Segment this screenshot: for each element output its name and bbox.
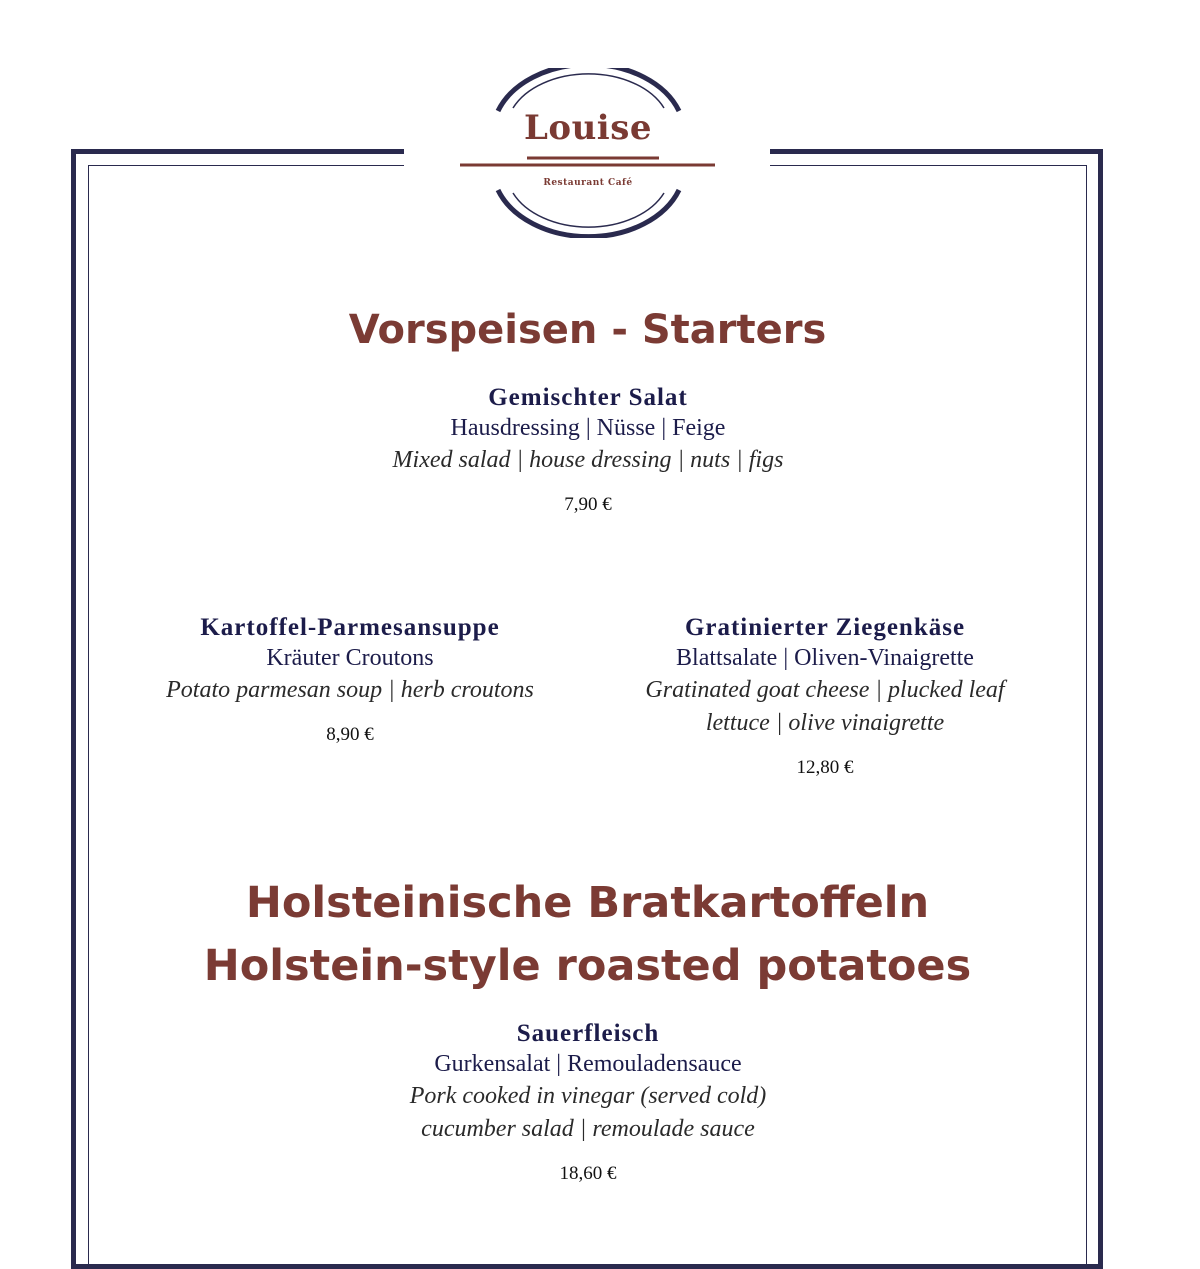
dish-description-de: Kräuter Croutons xyxy=(266,645,434,671)
section-title-potatoes-en: Holstein-style roasted potatoes xyxy=(203,941,972,991)
dish-description-de: Gurkensalat | Remouladensauce xyxy=(434,1051,742,1077)
dish-sauerfleisch xyxy=(288,1018,888,1185)
dish-price: 8,90 € xyxy=(326,724,374,745)
dish-description-en: Mixed salad | house dressing | nuts | figs xyxy=(392,447,784,473)
dish-gratinierter-ziegenkaese xyxy=(605,612,1045,779)
section-title-starters: Vorspeisen - Starters xyxy=(348,307,827,353)
logo-subtitle: Restaurant Café xyxy=(543,178,633,188)
dish-name: Gemischter Salat xyxy=(488,384,688,411)
dish-name: Kartoffel-Parmesansuppe xyxy=(200,614,500,641)
dish-description-en-line1: Gratinated goat cheese | plucked leaf xyxy=(645,677,1005,703)
dish-description-de: Blattsalate | Oliven-Vinaigrette xyxy=(676,645,974,671)
restaurant-logo xyxy=(455,68,721,238)
logo-arcs-icon xyxy=(455,68,721,238)
dish-gemischter-salat xyxy=(288,382,888,516)
dish-name: Gratinierter Ziegenkäse xyxy=(684,614,966,641)
dish-description-en-line2: lettuce | olive vinaigrette xyxy=(705,710,945,736)
dish-description-en: Potato parmesan soup | herb croutons xyxy=(166,677,534,703)
section-title-potatoes-de: Holsteinische Bratkartoffeln xyxy=(245,878,930,928)
dish-price: 18,60 € xyxy=(559,1163,617,1184)
dish-description-en-line1: Pork cooked in vinegar (served cold) xyxy=(409,1083,767,1109)
dish-price: 12,80 € xyxy=(796,757,854,778)
dish-price: 7,90 € xyxy=(564,494,612,515)
dish-kartoffel-parmesansuppe xyxy=(130,612,570,746)
logo-name: Louise xyxy=(524,108,652,148)
dish-description-en-line2: cucumber salad | remoulade sauce xyxy=(421,1116,755,1142)
dish-name: Sauerfleisch xyxy=(516,1020,660,1047)
dish-description-de: Hausdressing | Nüsse | Feige xyxy=(450,415,726,441)
